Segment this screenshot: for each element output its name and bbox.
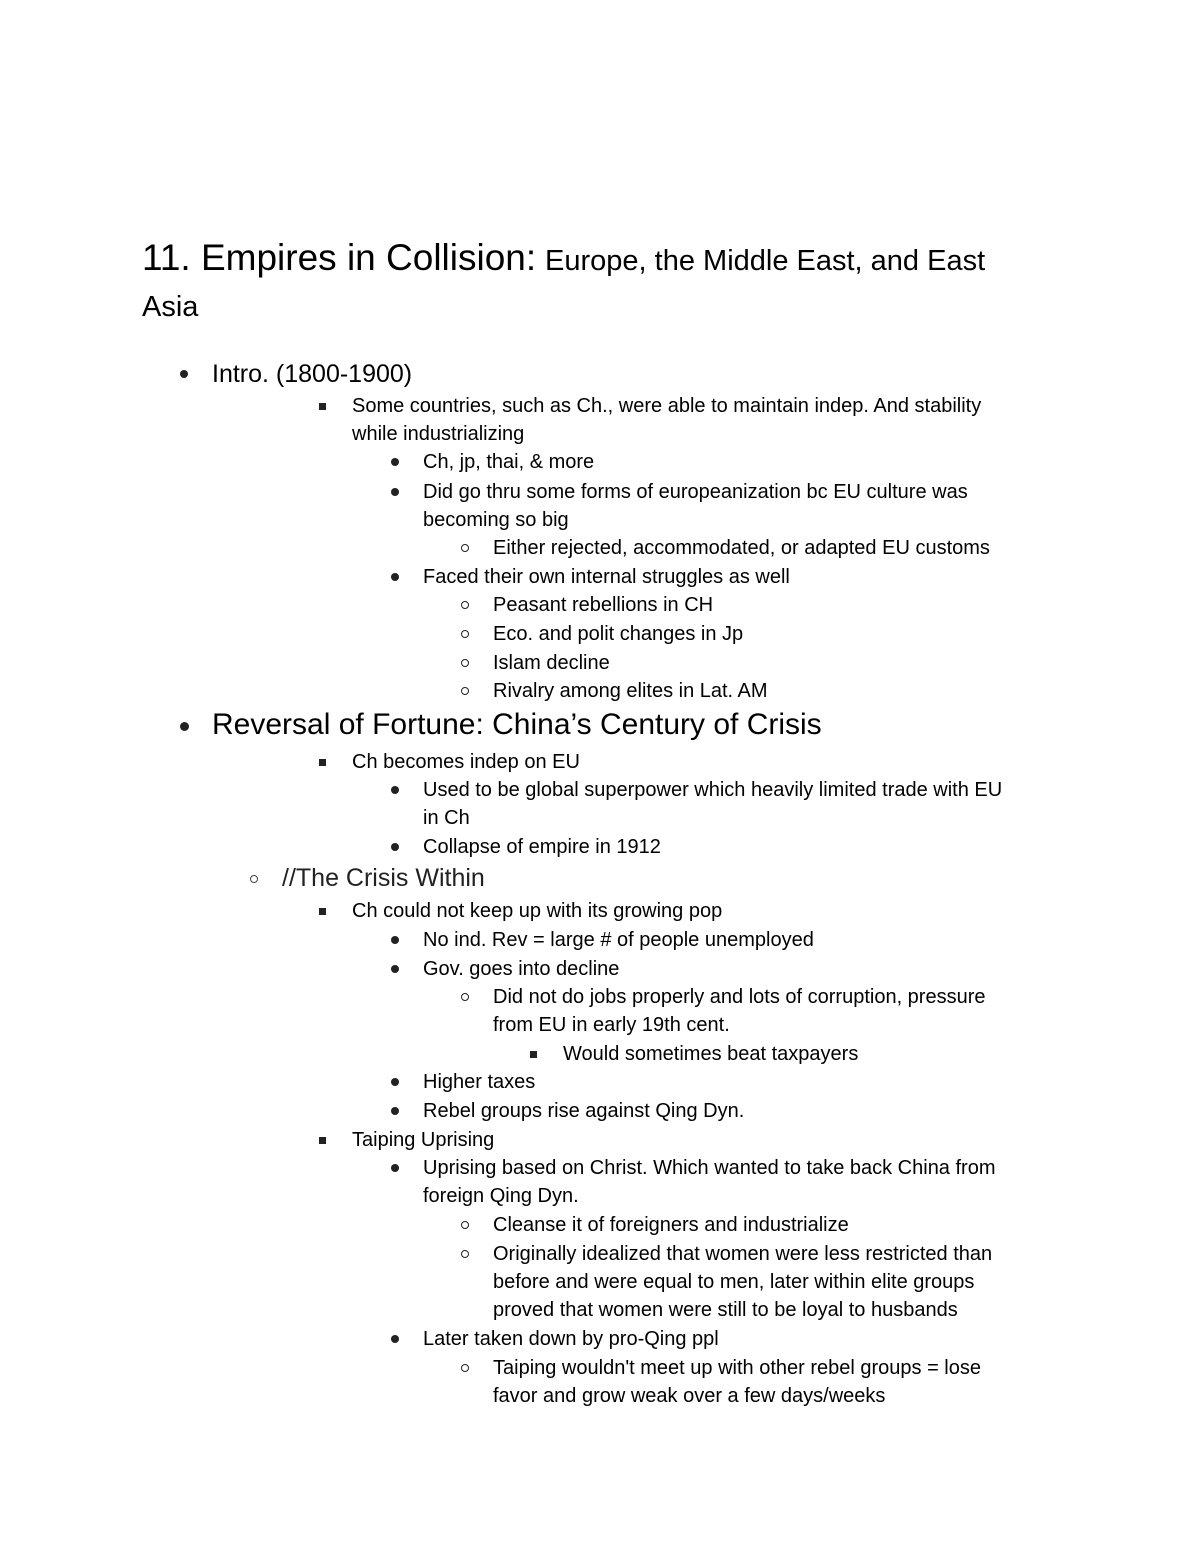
circle-bullet-icon [461, 1221, 469, 1229]
square-bullet-icon [530, 1051, 537, 1058]
title-main: 11. Empires in Collision: [142, 237, 537, 278]
list-item: Ch becomes indep on EU [352, 748, 580, 776]
list-item: Eco. and polit changes in Jp [493, 620, 743, 648]
disc-bullet-icon [391, 458, 399, 466]
disc-bullet-icon [391, 786, 399, 794]
circle-bullet-icon [250, 875, 258, 883]
circle-bullet-icon [461, 1364, 469, 1372]
disc-bullet-icon [391, 1164, 399, 1172]
circle-bullet-icon [461, 659, 469, 667]
list-item: Taiping wouldn't meet up with other rebel groups = lose favor and grow weak over a few days/weeks [493, 1354, 981, 1410]
list-item: Later taken down by pro-Qing ppl [423, 1325, 719, 1353]
section-heading-reversal: Reversal of Fortune: China’s Century of Crisis [212, 707, 822, 743]
disc-bullet-icon [391, 488, 399, 496]
disc-bullet-icon [391, 573, 399, 581]
list-item: Did not do jobs properly and lots of corruption, pressure from EU in early 19th cent. [493, 983, 986, 1039]
circle-bullet-icon [461, 630, 469, 638]
list-item: No ind. Rev = large # of people unemployed [423, 926, 814, 954]
list-item: Gov. goes into decline [423, 955, 619, 983]
list-item: Did go thru some forms of europeanization bc EU culture was becoming so big [423, 478, 968, 534]
circle-bullet-icon [461, 544, 469, 552]
list-item: Uprising based on Christ. Which wanted to take back China from foreign Qing Dyn. [423, 1154, 996, 1210]
disc-bullet-icon [391, 965, 399, 973]
list-item: Ch could not keep up with its growing pop [352, 897, 722, 925]
list-item: Would sometimes beat taxpayers [563, 1040, 858, 1068]
section-heading-crisis-within: //The Crisis Within [282, 862, 485, 894]
list-item: Ch, jp, thai, & more [423, 448, 594, 476]
disc-bullet-icon [391, 1335, 399, 1343]
list-item: Originally idealized that women were less restricted than before and were equal to men, later within elite groups proved that women were still to be loyal to husbands [493, 1240, 992, 1324]
circle-bullet-icon [461, 1250, 469, 1258]
list-item: Used to be global superpower which heavily limited trade with EU in Ch [423, 776, 1002, 832]
list-item: Higher taxes [423, 1068, 535, 1096]
section-heading-intro: Intro. (1800-1900) [212, 358, 412, 390]
square-bullet-icon [319, 403, 326, 410]
square-bullet-icon [319, 759, 326, 766]
list-item: Taiping Uprising [352, 1126, 494, 1154]
list-item: Cleanse it of foreigners and industrialize [493, 1211, 849, 1239]
disc-bullet-icon [180, 722, 189, 731]
list-item: Some countries, such as Ch., were able to maintain indep. And stability while industrializing [352, 392, 981, 448]
title-sub-cont: Asia [142, 291, 199, 323]
square-bullet-icon [319, 1137, 326, 1144]
list-item: Rebel groups rise against Qing Dyn. [423, 1097, 744, 1125]
disc-bullet-icon [391, 843, 399, 851]
list-item: Peasant rebellions in CH [493, 591, 713, 619]
list-item: Either rejected, accommodated, or adapted EU customs [493, 534, 990, 562]
disc-bullet-icon [391, 1078, 399, 1086]
square-bullet-icon [319, 908, 326, 915]
disc-bullet-icon [391, 1107, 399, 1115]
list-item: Rivalry among elites in Lat. AM [493, 677, 768, 705]
disc-bullet-icon [391, 936, 399, 944]
page-title [142, 236, 1062, 329]
list-item: Collapse of empire in 1912 [423, 833, 661, 861]
circle-bullet-icon [461, 993, 469, 1001]
disc-bullet-icon [180, 370, 188, 378]
list-item: Faced their own internal struggles as well [423, 563, 790, 591]
circle-bullet-icon [461, 601, 469, 609]
list-item: Islam decline [493, 649, 610, 677]
circle-bullet-icon [461, 687, 469, 695]
title-sub: Europe, the Middle East, and East [545, 245, 986, 277]
